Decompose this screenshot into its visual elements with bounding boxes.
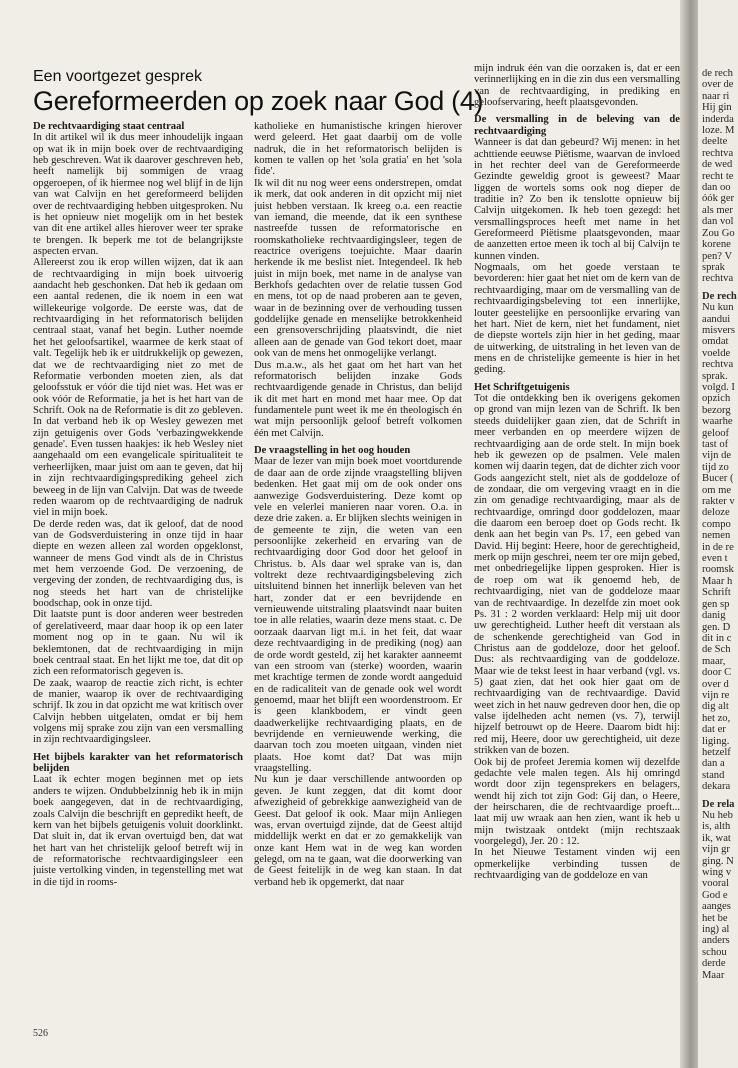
next-page-line: omdat — [702, 336, 729, 348]
next-page-line: dig alt — [702, 701, 729, 713]
text-column-2 — [254, 121, 462, 1013]
next-page-line: dat er — [702, 724, 726, 736]
paragraph: Laat ik echter mogen beginnen met op iets anders te wijzen. Ondubbelzinnig heb ik in mijn boek aangegeven, dat in de rechtvaardiging, zoals Calvijn die beschrijft en gepredikt heeft, de kern van het bijbels getuigenis voluit doorklinkt. Dat sluit in, dat ik ervan overtuigd ben, dat wat het hart van het christelijk geloof betreft wij in de reformatorische rechtvaardigingsleer een juiste vertolking vinden, in tegenstelling met wat in die tijd in rooms- — [33, 774, 243, 888]
next-page-line: gen. D — [702, 621, 731, 633]
next-page-line: tast of — [702, 439, 729, 450]
section-heading: Het bijbels karakter van het reformatorisch belijden — [33, 751, 243, 775]
paragraph: Tot die ontdekking ben ik overigens gekomen op grond van mijn lezen van de Schrift. Ik ben steeds duidelijker gaan zien, dat de Schrift in meer verbanden en op meerdere wijzen de rechtvaardiging aan de orde stelt. In mijn boek heb ik gewezen op de psalmen. Vele malen komen wij daarin tegen, dat de dichter zich voor Gods aangezicht stelt, niet als de goddeloze of de zondaar, die om vergeving vraagt en in die zin om genadige rechtvaardiging, maar als de rechtvaardige, omringd door goddelozen, maar die daarom een beroep doet op Gods recht. Ik denk aan het begin van Ps. 17, een gebed van David. Hij begint: Heere, hoor de gerechtigheid, merk op mijn geschrei, neem ter ore mijn gebed, met onbedriegelijke lippen gesproken. Hier is de roep om wat ik genoemd heb, de rechtvaardiging, niet van de goddeloze maar van de rechtvaardige. In dezelfde zin moet ook Ps. 31 : 2 worden verklaard: Help mij uit door uw gerechtigheid. Luther heeft dit verstaan als de schenkende gerechtigheid van God in Christus aan de goddeloze, door het geloof. Dus: als rechtvaardiging van de goddeloze. Maar wie de tekst leest in haar verband (vgl. vs. 5) gaat zien, dat het ook hier gaat om de rechtvaardiging van de rechtvaardige. David weet zich in het nauw gedreven door hen, die op valse ijdelheden acht nemen (vs. 7), terwijl hijzelf betrouwt op de Heere. Daarom bidt hij: red mij, Heere, door uw gerechtigheid, uit deze strikken van de bozen. — [474, 393, 680, 757]
paragraph: Ik wil dit nu nog weer eens onderstrepen, omdat ik merk, dat ook anderen in dit opzicht mij niet juist hebben verstaan. Ik kreeg o.a. een reactie van iemand, die meende, dat ik een synthese nastreefde tussen de reformatorische en roomskatholieke rechtvaardigingsleer, tegen de reactrice overigens toejuichte. Maar daarin herkende ik me beslist niet. Integendeel. Ik heb juist in mijn boek, met name in de analyse van Berkhofs gedachten over de relatie tussen God en mens, tot op de naad proberen aan te geven, waar in de bezinning over de verhouding tussen goddelijke genade en menselijke betrokkenheid een grensoverschrijding plaatsvindt, die niet alleen aan de genade van God tekort doet, maar ook van de mens het onmogelijke verlangt. — [254, 177, 462, 360]
next-page-line: God e — [702, 889, 728, 901]
book-gutter — [680, 0, 698, 1068]
section-heading: De rechtvaardiging staat centraal — [33, 121, 185, 132]
paragraph: Nu kun je daar verschillende antwoorden op geven. Je kunt zeggen, dat dit komt door afwezigheid of gebrekkige aanwezigheid van de Geest. Dat geloof ik ook. Maar mijn Anliegen was, ervan overtuigd zijnde, dat de Geest altijd middellijk werkt en dat er zo gemakkelijk van onze kant Hem wat in de weg kan worden gelegd, om na te gaan, wat die doorwerking van de Geest feitelijk in de weg kan staan. In dat verband heb ik opgemerkt, dat naar — [254, 774, 462, 888]
paragraph: Allereerst zou ik erop willen wijzen, dat ik aan de rechtvaardiging in mijn boek uitvoerig aandacht heb geschonken. Dat heb ik gedaan om een aantal redenen, die ik noem in een wat willekeurige volgorde. De eerste was, dat de rechtvaardiging in het reformatorisch belijden centraal staat, vanaf het begin. Luther noemde het het geloofsartikel, waarmee de kerk staat of valt. Tegelijk heb ik er uitdrukkelijk op gewezen, dat we de rechtvaardiging niet zo met de Reformatie verbonden moeten zien, als dat geloofsstuk er vóór die tijd niet was. Het was er ook vóór de Reformatie, ja het is het hart van de Schrift. Ook na de Reformatie is dit zo gebleven. In dat verband heb ik op Wesley gewezen met zijn getuigenis over Gods 'verbazingwekkende genade'. Even tussen haakjes: ik heb Wesley niet aangehaald om een evangelicale spiritualiteit te verheerlijken, maar juist om aan te geven, dat hij in zijn rechtvaardigingsprediking geheel zich beweeg in de lijn van Calvijn. Dat was de tweede reden waarom op de rechtvaardiging de nadruk viel in mijn boek. — [33, 257, 243, 519]
next-page-line: rakter v — [702, 496, 735, 508]
next-page-line: stand — [702, 769, 725, 781]
paragraph: mijn indruk één van die oorzaken is, dat er een verinnerlijking en in die zin dus een versmalling van de rechtvaardiging, in prediking en geloofservaring, heeft plaatsgevonden. — [474, 63, 680, 109]
next-page-line: deloze — [702, 507, 730, 519]
next-page-line: dan oo — [702, 182, 731, 194]
paragraph: De derde reden was, dat ik geloof, dat de nood van de Godsverduistering in onze tijd in haar diepte en wezen alleen zal worden opgeklonst, wanneer de mens God vindt als de in Christus met hem verzoende God. De verzoening, de vergeving der zonden, de rechtvaardiging dus, is nog steeds het hart van de christelijke boodschap, ook in onze tijd. — [33, 518, 243, 610]
next-page-line: liging. — [702, 735, 730, 747]
paragraph: Nogmaals, om het goede verstaan te bevorderen: hier gaat het niet om de kern van de rechtvaardiging, maar om de versmalling van de rechtvaardigingsbeleving tot een innerlijke, louter geestelijke en persoonlijke ervaring van het hart. Niet de kern, niet het fundament, niet de diepste wortels zijn hier in het geding, maar de uitwerking, de uitstraling in het leven van de mens en de christelijke gemeente is hier in het geding. — [474, 262, 680, 376]
paragraph: Ook bij de profeet Jeremia komen wij dezelfde gedachte vele malen tegen. Als hij omringd wordt door zijn tegensprekers en belagers, wendt hij zich tot zijn God: Gij dan, o Heere, der heirscharen, die de rechtvaardige proeft... laat mij uw wraak aan hen zien, want ik heb u mijn twistzaak ontdekt (mijn rechtszaak voorgelegd), Jer. 20 : 12. — [474, 756, 680, 848]
next-page-edge — [698, 0, 738, 1068]
next-page-line: loze. M — [702, 125, 735, 137]
next-page-line: schou — [702, 946, 727, 958]
next-page-line: de Sch — [702, 644, 731, 656]
next-page-line: opzich — [702, 393, 731, 405]
next-page-line: voelde — [702, 347, 731, 359]
next-page-line: ik, wat — [702, 832, 731, 844]
next-page-line: sprak — [702, 261, 725, 273]
next-page-line: vijn re — [702, 689, 730, 701]
next-page-line: dan vol — [702, 216, 734, 228]
next-page-line: recht te — [702, 170, 734, 182]
next-page-line: deelte — [702, 136, 728, 148]
paragraph: katholieke en humanistische kringen hierover werd geleerd. Het gaat daarbij om de volle nadruk, die in het reformatorisch belijden is komen te vallen op het 'sola gratia' en het 'sola fide'. — [254, 121, 462, 178]
paragraph: Wanneer is dat dan gebeurd? Wij menen: in het achttiende eeuwse Piëtisme, waarvan de invloed in het rechter deel van de Gereformeerde Gezindte geweldig groot is geweest? Maar liggen de wortels soms ook nog dieper de traditie in? Zo ben ik tenslotte opnieuw bij Calvijn uitgekomen. Ik heb toen gezegd: het versmallingsproces heeft met name in het Gereformeerd Piëtisme plaatsgevonden, maar de aanzetten ertoe meen ik toch al bij Calvijn te kunnen vinden. — [474, 137, 680, 262]
next-page-column — [702, 68, 738, 981]
next-page-line: dekara — [702, 781, 731, 793]
next-page-line: nemen — [702, 530, 731, 542]
next-page-heading: De rela — [702, 798, 735, 810]
next-page-line: over de — [702, 79, 734, 91]
next-page-line: geloof — [702, 427, 730, 439]
next-page-line: Maar h — [702, 575, 733, 587]
next-page-line: het be — [702, 912, 728, 924]
next-page-line: vijn gr — [702, 844, 730, 856]
next-page-line: tijd zo — [702, 461, 729, 473]
paragraph: Dus m.a.w., als het gaat om het hart van het reformatorisch belijden inzake Gods rechtvaardigende genade in Christus, dan belijd ik dit met hart en mond met haar mee. Op dat fundamentele punt weet ik me én theologisch én wat mijn persoonlijk geloof betreft volkomen één met Calvijn. — [254, 359, 462, 439]
next-page-line: Zou Go — [702, 227, 735, 239]
next-page-line: derde — [702, 958, 726, 970]
next-page-line: ing) al — [702, 924, 730, 936]
next-page-line: korene — [702, 239, 731, 251]
section-heading: De versmalling in de beleving van de rechtvaardiging — [474, 114, 680, 137]
paragraph: Maar de lezer van mijn boek moet voortdurende de daar aan de orde zijnde vraagstelling blijven bedenken. Het gaat mij om de ook onder ons aanwezige Godsverduistering. Deze komt op vele en velerlei manieren naar voren. O.a. in deze drie zaken. a. Er blijken slechts weinigen in de gemeente te zijn, die weten van een persoonlijke zekerheid en ervaring van de rechtvaardiging door God door het geloof in Christus. b. Als daar wel sprake van is, dan voltrekt deze rechtvaardigingsbeleving zich uitsluitend binnen het innerlijk beleven van het hart, zonder dat er een bevrijdende en vernieuwende uitstraling plaatsvindt naar buiten toe in alle relaties, waarin deze mens staat. c. De oorzaak daarvan ligt m.i. in het feit, dat waar deze rechtvaardiging in de prediking (nog) aan de orde wordt gesteld, zij het karakter aanneemt van een stroom van (sterke) woorden, waarin met krachtige termen de zonde wordt aangeduid en de radicaliteit van de genade ook wel wordt genoemd, maar het blijft een woordenstroom. Er is geen klankbodem, er vindt geen daadwerkelijke rechtvaardiging plaats, en de bevrijdende en vernieuwende werking, die daarvan toch zou moeten uitgaan, vinden niet plaats. Hoe komt dat? Dat was mijn vraagstelling. — [254, 456, 462, 775]
next-page-line: Maar — [702, 969, 725, 981]
next-page-heading: De rech — [702, 290, 737, 302]
next-page-line: is, alth — [702, 821, 731, 833]
next-page-line: maar, — [702, 655, 726, 667]
paragraph: In het Nieuwe Testament vinden wij een opmerkelijke verbinding tussen de rechtvaardiging van de goddeloze en van — [474, 847, 680, 882]
next-page-line: roomsk — [702, 564, 734, 576]
next-page-line: vooral — [702, 878, 730, 890]
next-page-line: ging. N — [702, 855, 734, 867]
section-heading: Het Schriftgetuigenis — [474, 381, 570, 393]
next-page-line: rechtva — [702, 273, 734, 285]
next-page-line: het zo, — [702, 712, 731, 724]
paragraph: In dit artikel wil ik dus meer inhoudelijk ingaan op wat ik in mijn boek over de rechtvaardiging heb geschreven. Wat ik daarover geschreven heb, heeft namelijk bij sommigen de vraag opgeroepen, of ik hiermee nog wel blijf in de lijn van wat Calvijn en het gereformeerd belijden over de rechtvaardiging hebben uitgesproken. Nu is het opnieuw niet mogelijk om in het bestek van dit ene artikel alles hierover weer ter sprake te brengen. Ik beperk me tot de belangrijkste aspecten ervan. — [33, 132, 243, 257]
next-page-line: de wed — [702, 159, 733, 171]
next-page-line: compo — [702, 518, 731, 530]
next-page-line: misvers — [702, 324, 735, 336]
next-page-line: Bucer ( — [702, 473, 734, 485]
next-page-line: Nu heb — [702, 810, 733, 821]
next-page-line: de rech — [702, 68, 733, 79]
section-heading: De vraagstelling in het oog houden — [254, 445, 411, 457]
next-page-line: waarhe — [702, 416, 733, 428]
article-title: Gereformeerden op zoek naar God (4) — [33, 86, 484, 116]
paragraph: Dit laatste punt is door anderen weer bestreden of gerelativeerd, maar daar hoop ik op een later moment nog op in te gaan. Nu wil ik beklemtonen, dat de rechtvaardiging in mijn boek centraal staat. En het lijkt me toe, dat dit op zich een reformatorisch gegeven is. — [33, 609, 243, 678]
next-page-line: Schrift — [702, 587, 731, 599]
next-page-line: hetzelf — [702, 746, 731, 758]
next-page-line: dan a — [702, 758, 725, 770]
next-page-line: aandui — [702, 313, 731, 325]
next-page-line: rechtva — [702, 147, 734, 159]
next-page-line: Nu kun — [702, 302, 734, 314]
next-page-line: even t — [702, 553, 728, 565]
next-page-line: in de re — [702, 541, 734, 553]
next-page-line: anders — [702, 935, 730, 947]
next-page-line: dit in c — [702, 632, 732, 644]
paragraph: De zaak, waarop de reactie zich richt, is echter de manier, waarop ik over de rechtvaardiging schrijf. Ik zou in dat opzicht me wat kritisch over Calvijn hebben uitgelaten, omdat er bij hem volgens mij sprake zou zijn van een versmalling in zijn rechtvaardigingsleer. — [33, 677, 243, 746]
next-page-line: bezorg — [702, 404, 731, 416]
next-page-line: door C — [702, 667, 732, 679]
next-page-line: over d — [702, 678, 729, 690]
next-page-line: aanges — [702, 901, 731, 913]
text-column-3 — [474, 63, 680, 1013]
next-page-line: óók ger — [702, 193, 735, 205]
next-page-line: vijn de — [702, 450, 732, 462]
page-number: 526 — [33, 1028, 48, 1039]
article-kicker: Een voortgezet gesprek — [33, 68, 202, 85]
next-page-line: wing v — [702, 867, 732, 879]
next-page-line: naar ri — [702, 90, 730, 102]
next-page-line: pen? V — [702, 250, 733, 262]
next-page-line: als mer — [702, 204, 733, 216]
next-page-line: Hij gin — [702, 102, 732, 114]
next-page-line: om me — [702, 484, 732, 496]
next-page-line: sprak. — [702, 370, 728, 382]
text-column-1 — [33, 121, 243, 1013]
next-page-line: danig — [702, 610, 726, 622]
next-page-line: gen sp — [702, 598, 730, 610]
next-page-line: rechtva — [702, 359, 734, 371]
next-page-line: volgd. I — [702, 381, 735, 393]
next-page-line: inderda — [702, 113, 734, 125]
